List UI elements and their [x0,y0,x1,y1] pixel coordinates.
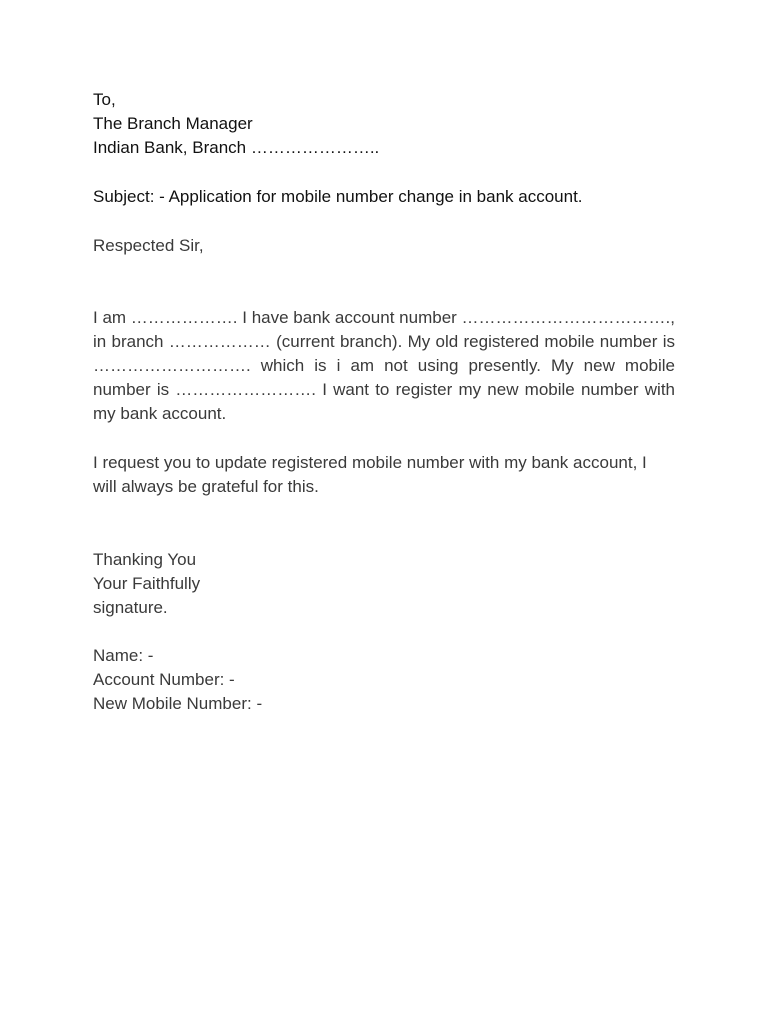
address-bank-branch: Indian Bank, Branch ………………….. [93,138,380,157]
sender-details [93,644,675,716]
recipient-address [93,88,675,160]
address-recipient: The Branch Manager [93,114,253,133]
salutation-text: Respected Sir, [93,236,204,255]
address-to: To, [93,90,116,109]
closing-signature: signature. [93,598,168,617]
body-paragraph-2: I request you to update registered mobile number with my bank account, I will always be grateful for this. [93,453,647,496]
detail-account-number: Account Number: - [93,670,235,689]
detail-name: Name: - [93,646,154,665]
salutation [93,234,675,258]
closing [93,548,675,620]
detail-new-mobile-number: New Mobile Number: - [93,694,263,713]
subject-line [93,185,675,209]
closing-sign-off: Your Faithfully [93,574,201,593]
subject-text: Subject: - Application for mobile number change in bank account. [93,187,583,206]
body-paragraph-1: I am ………………. I have bank account number ………………………………., in branch ……………… (current branch). My old registered mobile number is ………………………. which is i am not using presently. My new mobile number is ……………………. I want to register my new mobile number with my bank account. [93,308,675,423]
closing-thanks: Thanking You [93,550,197,569]
